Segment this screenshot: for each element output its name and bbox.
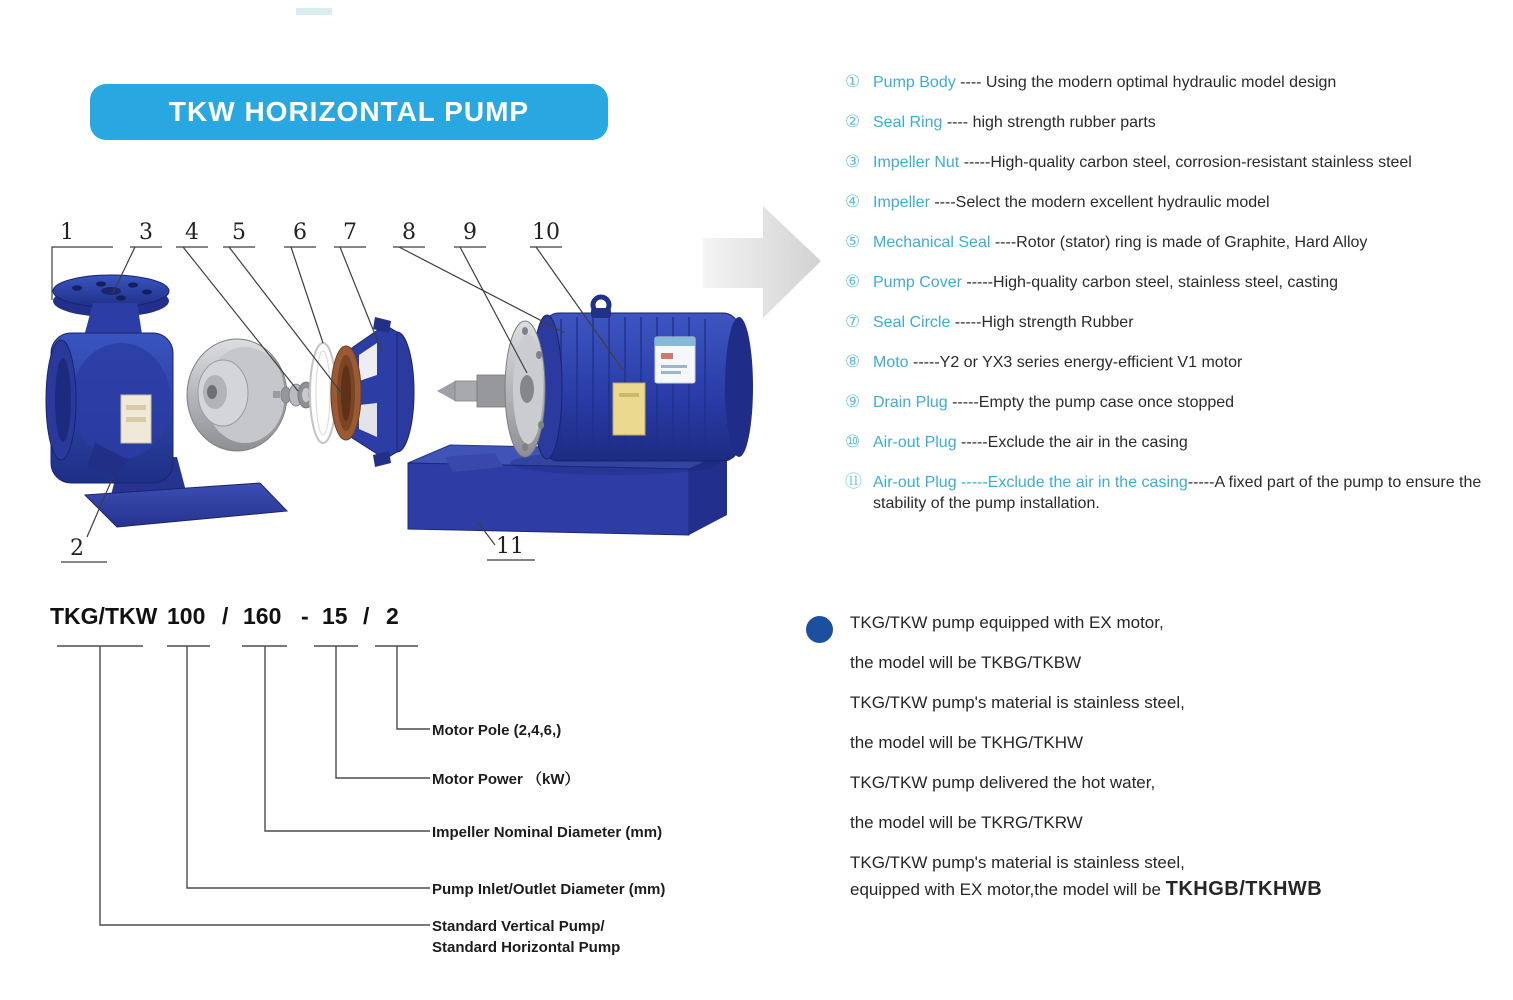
circled-5-icon: ⑤ (845, 232, 861, 251)
part-desc: -----Exclude the air in the casing (956, 434, 1188, 451)
callout-10: 10 (532, 220, 560, 245)
part-name: Impeller (873, 194, 930, 211)
part-name: Pump Cover (873, 274, 962, 291)
part-name-extra: -----Exclude the air in the casing (956, 474, 1188, 491)
circled-1-icon: ① (845, 72, 861, 91)
note-line-4: the model will be TKHG/TKHW (850, 733, 1084, 752)
pump-cover-graphic (331, 317, 414, 467)
model-slash-1: / (222, 603, 229, 629)
part-name: Impeller Nut (873, 154, 960, 171)
part-desc: -----High-quality carbon steel, stainless steel, casting (961, 274, 1339, 291)
circled-8-icon: ⑧ (845, 352, 861, 371)
part-item-11 (845, 472, 1513, 514)
callout-9: 9 (463, 220, 477, 245)
circled-3-icon: ③ (845, 152, 861, 171)
callout-5: 5 (232, 220, 246, 245)
label-series-line2: Standard Horizontal Pump (432, 939, 621, 956)
note-line-2: the model will be TKBG/TKBW (850, 653, 1082, 672)
part-desc: ---- Using the modern optimal hydraulic model design (955, 74, 1337, 91)
note-line-5: TKG/TKW pump delivered the hot water, (850, 773, 1156, 792)
note-line-3: TKG/TKW pump's material is stainless steel, (850, 693, 1185, 712)
page-title: TKW HORIZONTAL PUMP (168, 96, 530, 127)
part-desc: ----Rotor (stator) ring is made of Graphite, Hard Alloy (990, 234, 1368, 251)
model-code-connectors (40, 633, 480, 973)
label-series (432, 916, 620, 958)
part-desc: -----Empty the pump case once stopped (947, 394, 1235, 411)
bullet-icon (806, 616, 833, 643)
callout-6: 6 (293, 220, 307, 245)
model-slash-2: / (363, 603, 370, 629)
callout-11: 11 (496, 534, 524, 559)
part-desc: -----A fixed part of the pump to ensure the stability of the pump installation. (873, 474, 1482, 512)
impeller-graphic (187, 339, 287, 451)
callout-7: 7 (343, 220, 357, 245)
label-impeller-diam: Impeller Nominal Diameter (mm) (432, 824, 663, 841)
part-name: Drain Plug (873, 394, 948, 411)
label-motor-power: Motor Power （kW） (432, 771, 580, 788)
part-name: Seal Circle (873, 314, 951, 331)
model-inlet: 100 (167, 603, 206, 629)
callout-2: 2 (70, 536, 84, 561)
note-line-6: the model will be TKRG/TKRW (850, 813, 1083, 832)
circled-11-icon: ⑪ (845, 472, 862, 491)
part-name: Moto (873, 354, 909, 371)
part-name: Seal Ring (873, 114, 943, 131)
part-name: Pump Body (873, 74, 956, 91)
part-item-3 (845, 152, 1513, 173)
model-pole: 2 (386, 603, 399, 629)
callout-4: 4 (185, 220, 199, 245)
model-notes (850, 612, 1470, 901)
part-item-4 (845, 192, 1513, 213)
circled-6-icon: ⑥ (845, 272, 861, 291)
part-item-6 (845, 272, 1513, 293)
part-item-2 (845, 112, 1513, 133)
part-name: Air-out Plug (873, 474, 957, 491)
part-desc: -----High strength Rubber (950, 314, 1134, 331)
circled-10-icon: ⑩ (845, 432, 861, 451)
note-line-8 (850, 878, 1470, 901)
note-line-7: TKG/TKW pump's material is stainless steel, (850, 853, 1185, 872)
model-dash: - (301, 603, 309, 629)
label-inlet-diam: Pump Inlet/Outlet Diameter (mm) (432, 881, 666, 898)
part-item-9 (845, 392, 1513, 413)
top-accent-dash (296, 8, 332, 15)
part-name: Air-out Plug (873, 434, 957, 451)
part-item-8 (845, 352, 1513, 373)
circled-9-icon: ⑨ (845, 392, 861, 411)
callout-8: 8 (402, 220, 416, 245)
circled-2-icon: ② (845, 112, 861, 131)
callout-1: 1 (60, 220, 74, 245)
part-desc: ----Select the modern excellent hydraulic model (929, 194, 1270, 211)
callout-3: 3 (139, 220, 153, 245)
note-line-1: TKG/TKW pump equipped with EX motor, (850, 613, 1164, 632)
circled-7-icon: ⑦ (845, 312, 861, 331)
note-last-prefix: equipped with EX motor,the model will be (850, 880, 1166, 899)
title-banner (90, 84, 608, 140)
motor-graphic (437, 297, 753, 461)
part-item-10 (845, 432, 1513, 453)
part-desc: -----High-quality carbon steel, corrosion-resistant stainless steel (959, 154, 1412, 171)
label-motor-pole: Motor Pole (2,4,6,) (432, 722, 562, 739)
circled-4-icon: ④ (845, 192, 861, 211)
parts-list (845, 72, 1513, 533)
label-series-line1: Standard Vertical Pump/ (432, 918, 605, 935)
model-power: 15 (322, 603, 348, 629)
model-impeller: 160 (243, 603, 282, 629)
part-name: Mechanical Seal (873, 234, 991, 251)
part-item-1 (845, 72, 1513, 93)
part-item-7 (845, 312, 1513, 333)
model-series: TKG/TKW (50, 603, 158, 629)
pump-exploded-diagram (25, 205, 785, 575)
part-item-5 (845, 232, 1513, 253)
part-desc: -----Y2 or YX3 series energy-efficient V1 motor (908, 354, 1243, 371)
part-desc: ---- high strength rubber parts (942, 114, 1156, 131)
note-last-model: TKHGB/TKHWB (1165, 878, 1323, 900)
